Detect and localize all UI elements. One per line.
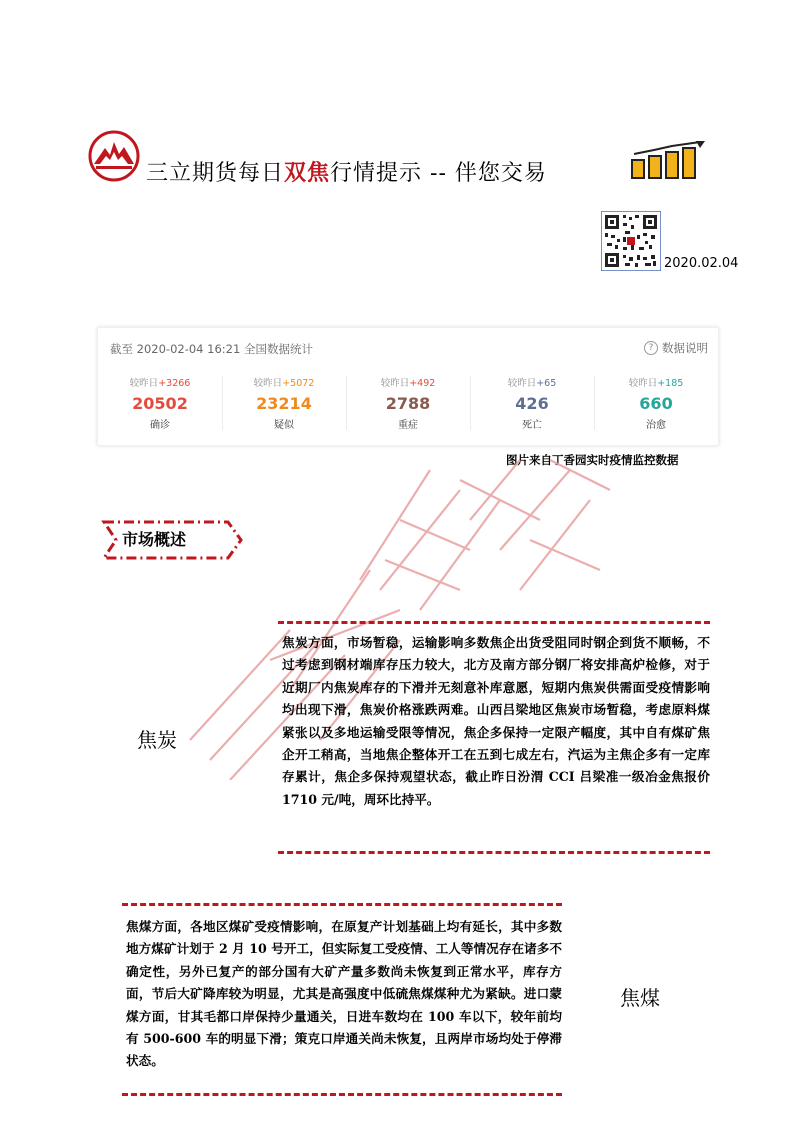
stats-help-link[interactable] [644,340,708,356]
stat-delta: 较昨日+3266 [129,378,191,389]
coal-bottom-rule [122,1093,562,1096]
stat-value: 426 [515,394,549,413]
qr-code-icon [601,211,661,271]
stat-label: 重症 [398,420,418,431]
title-suffix: 行情提示 -- 伴您交易 [330,161,547,186]
stat-severe [346,372,470,436]
stat-label: 确诊 [150,420,170,431]
stats-heading: 截至 2020-02-04 16:21 全国数据统计 [110,342,313,356]
coal-commentary: 焦煤方面，各地区煤矿受疫情影响，在原复产计划基础上均有延长，其中多数地方煤矿计划于 2 月 10 号开工，但实际复工受疫情、工人等情况存在诸多不确定性，另外已复产的部分国有大矿产量多数尚未恢复到正常水平，库存方面，节后大矿降库较为明显，尤其是高强度中低硫焦煤煤种尤为紧缺。进口蒙煤方面，甘其毛都口岸保持少量通关，日进车数均在 100 车以下，较年前均有 500-600 车的明显下滑；策克口岸通关尚未恢复，且两岸市场均处于停滞状态。 [126,919,562,1069]
stat-value: 23214 [256,394,312,413]
epidemic-stats-panel [97,327,719,446]
page-title [146,156,547,187]
stat-value: 2788 [385,394,431,413]
coke-heading: 焦炭 [137,728,177,752]
stat-label: 治愈 [646,420,666,431]
section-label: 市场概述 [122,530,187,549]
stat-label: 疑似 [274,420,294,431]
stats-caption: 图片来自丁香园实时疫情监控数据 [506,453,679,467]
coal-heading: 焦煤 [620,986,660,1010]
title-prefix: 三立期货每日 [146,161,285,186]
stat-label: 死亡 [522,420,542,431]
stat-delta: 较昨日+5072 [253,378,315,389]
coal-top-rule [122,903,562,906]
sanli-logo-icon [88,130,140,182]
stat-recovered [594,372,718,436]
stat-deaths [470,372,594,436]
stats-help-label: 数据说明 [662,341,708,355]
stat-delta: 较昨日+65 [507,378,557,389]
stat-value: 660 [639,394,673,413]
coke-top-rule [278,621,710,624]
question-icon: ? [644,341,658,355]
stat-value: 20502 [132,394,188,413]
stats-row [98,372,718,436]
report-date: 2020.02.04 [664,256,739,271]
rising-bars-icon [630,140,708,180]
stat-delta: 较昨日+492 [380,378,436,389]
coke-bottom-rule [278,851,710,854]
stat-delta: 较昨日+185 [628,378,684,389]
coke-commentary: 焦炭方面，市场暂稳，运输影响多数焦企出货受阻同时钢企到货不顺畅，不过考虑到钢材端库存压力较大，北方及南方部分钢厂将安排高炉检修，对于近期厂内焦炭库存的下滑并无刻意补库意愿，短期内焦炭供需面受疫情影响均出现下滑，焦炭价格涨跌两难。山西吕梁地区焦炭市场暂稳，考虑原料煤紧张以及多地运输受限等情况，焦企多保持一定限产幅度，其中自有煤矿焦企开工稍高，当地焦企整体开工在五到七成左右，汽运为主焦企多有一定库存累计，焦企多保持观望状态，截止昨日汾渭 CCI 吕梁准一级冶金焦报价 1710 元/吨，周环比持平。 [282,635,710,807]
stat-suspected [222,372,346,436]
title-highlight: 双焦 [284,160,331,186]
stat-confirmed [98,372,222,436]
